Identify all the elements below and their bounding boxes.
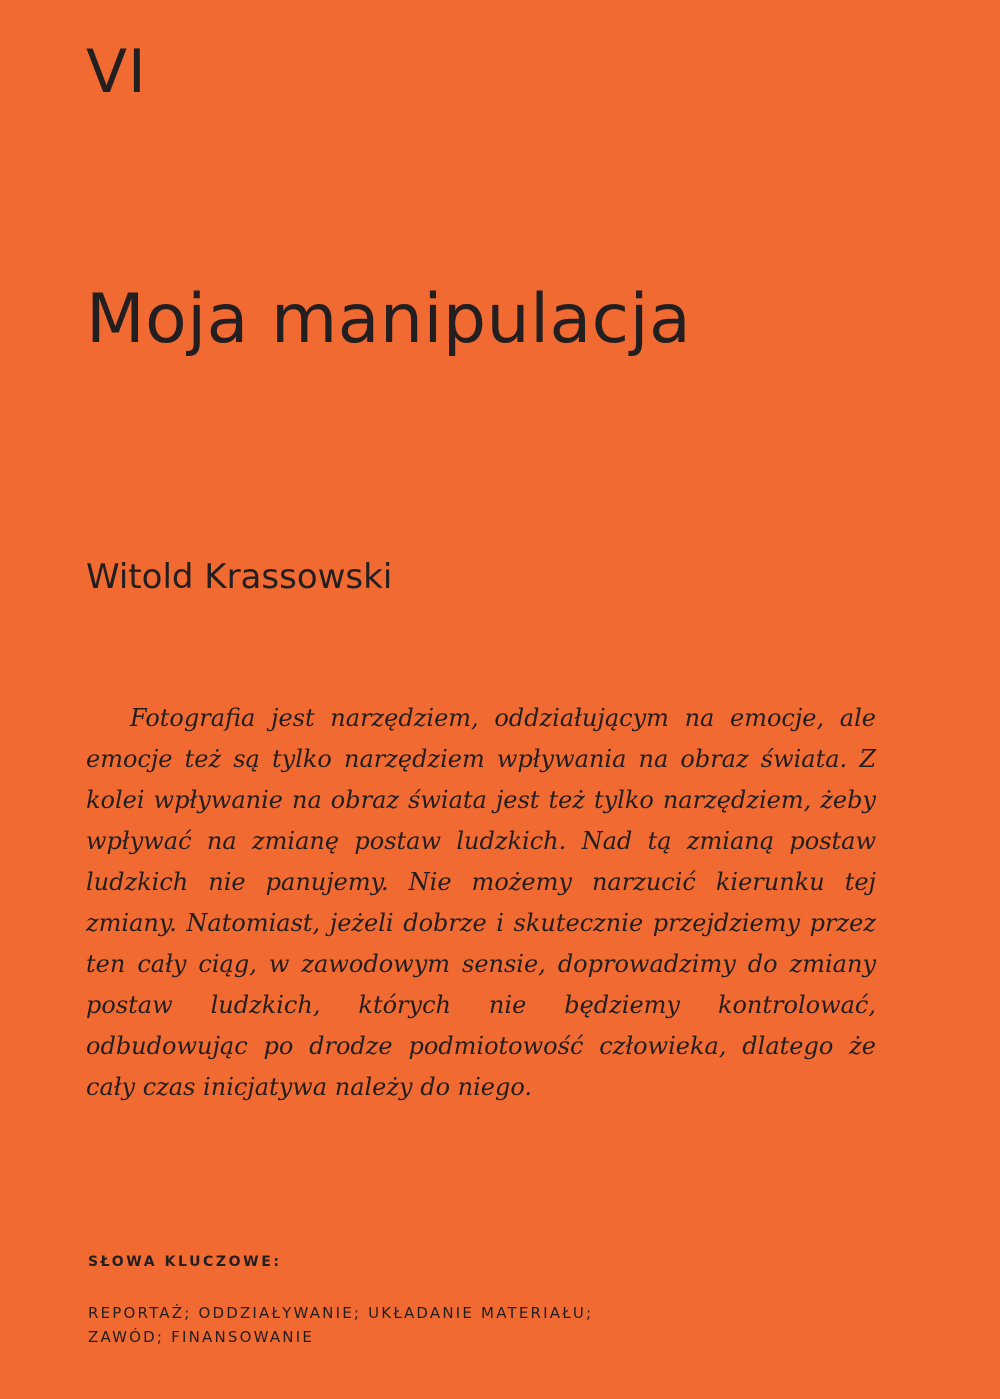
chapter-number: VI <box>86 37 147 107</box>
keywords-line: ZAWÓD; FINANSOWANIE <box>88 1328 315 1346</box>
keywords-heading: SŁOWA KLUCZOWE: <box>88 1254 282 1270</box>
keywords-list <box>88 1301 728 1349</box>
abstract-paragraph: Fotografia jest narzędziem, oddziałującym na emocje, ale emocje też są tylko narzędziem wpływania na obraz świata. Z kolei wpływanie na obraz świata jest też tylko narzędziem, żeby wpływać na zmianę postaw ludzkich. Nad tą zmianą postaw ludzkich nie panujemy. Nie możemy narzucić kierunku tej zmiany. Natomiast, jeżeli dobrze i skutecznie przejdziemy przez ten cały ciąg, w zawodowym sensie, doprowadzimy do zmiany postaw ludzkich, których nie będziemy kontrolować, odbudowując po drodze podmiotowość człowieka, dlatego że cały czas inicjatywa należy do niego. <box>86 704 876 1101</box>
chapter-title: Moja manipulacja <box>86 280 692 359</box>
author-name: Witold Krassowski <box>86 557 393 597</box>
keywords-line: REPORTAŻ; ODDZIAŁYWANIE; UKŁADANIE MATERIAŁU; <box>88 1304 594 1322</box>
